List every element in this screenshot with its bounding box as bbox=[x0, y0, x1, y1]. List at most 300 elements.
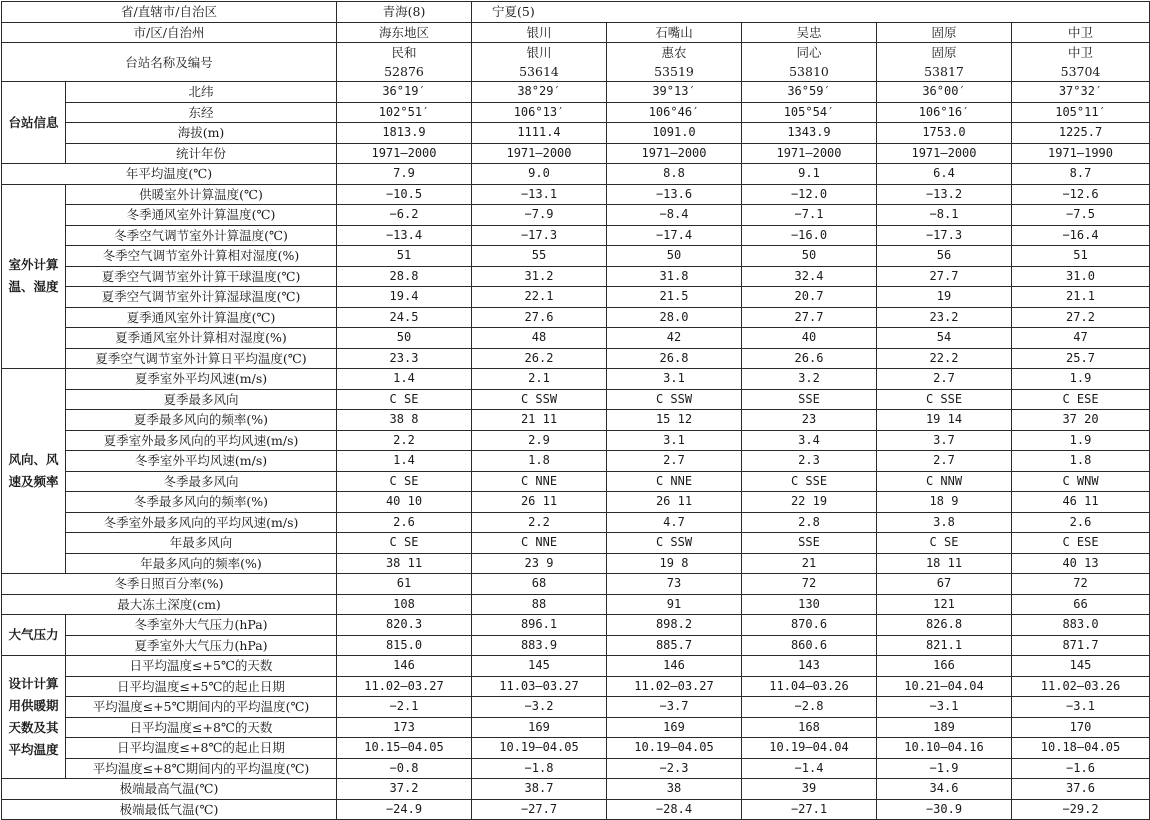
value-cell: −17.3 bbox=[472, 225, 607, 246]
row-label: 冬季室外大气压力(hPa) bbox=[66, 615, 337, 636]
value-cell: 39°13′ bbox=[607, 82, 742, 103]
value-cell: −1.8 bbox=[472, 758, 607, 779]
value-cell: −13.1 bbox=[472, 184, 607, 205]
value-cell: 6.4 bbox=[877, 164, 1012, 185]
row-label: 年平均温度(℃) bbox=[2, 164, 337, 185]
value-cell: 3.1 bbox=[607, 430, 742, 451]
row-label: 海拔(m) bbox=[66, 123, 337, 144]
value-cell: 826.8 bbox=[877, 615, 1012, 636]
value-cell: 820.3 bbox=[337, 615, 472, 636]
value-cell: 168 bbox=[742, 717, 877, 738]
station-id: 52876 bbox=[384, 64, 424, 79]
value-cell: 143 bbox=[742, 656, 877, 677]
value-cell: 1971—2000 bbox=[337, 143, 472, 164]
value-cell: 121 bbox=[877, 594, 1012, 615]
station-cell bbox=[877, 43, 1012, 82]
station-name: 固原 bbox=[931, 45, 957, 60]
table-row bbox=[2, 799, 1150, 820]
value-cell: 166 bbox=[877, 656, 1012, 677]
row-label: 夏季室外最多风向的平均风速(m/s) bbox=[66, 430, 337, 451]
category-pressure: 大气压力 bbox=[2, 615, 66, 656]
table-row bbox=[2, 307, 1150, 328]
value-cell: 1971—2000 bbox=[877, 143, 1012, 164]
value-cell: 145 bbox=[472, 656, 607, 677]
value-cell: 21 bbox=[742, 553, 877, 574]
row-label: 统计年份 bbox=[66, 143, 337, 164]
table-row bbox=[2, 451, 1150, 472]
table-row bbox=[2, 389, 1150, 410]
value-cell: C WNW bbox=[1012, 471, 1150, 492]
row-label: 最大冻土深度(cm) bbox=[2, 594, 337, 615]
value-cell: −2.1 bbox=[337, 697, 472, 718]
value-cell: 9.1 bbox=[742, 164, 877, 185]
value-cell: 20.7 bbox=[742, 287, 877, 308]
value-cell: −27.1 bbox=[742, 799, 877, 820]
value-cell: 50 bbox=[742, 246, 877, 267]
value-cell: 11.04—03.26 bbox=[742, 676, 877, 697]
value-cell: 28.8 bbox=[337, 266, 472, 287]
value-cell: 106°16′ bbox=[877, 102, 1012, 123]
city-row bbox=[2, 22, 1150, 43]
value-cell: 2.7 bbox=[877, 451, 1012, 472]
row-label: 冬季最多风向的频率(%) bbox=[66, 492, 337, 513]
table-row bbox=[2, 143, 1150, 164]
value-cell: C SSE bbox=[877, 389, 1012, 410]
value-cell: 91 bbox=[607, 594, 742, 615]
value-cell: −2.3 bbox=[607, 758, 742, 779]
value-cell: 130 bbox=[742, 594, 877, 615]
table-row bbox=[2, 225, 1150, 246]
value-cell: 34.6 bbox=[877, 779, 1012, 800]
row-label: 夏季室外平均风速(m/s) bbox=[66, 369, 337, 390]
row-label: 极端最低气温(℃) bbox=[2, 799, 337, 820]
station-id: 53810 bbox=[789, 64, 829, 79]
station-cell bbox=[337, 43, 472, 82]
value-cell: 10.18—04.05 bbox=[1012, 738, 1150, 759]
value-cell: 8.8 bbox=[607, 164, 742, 185]
value-cell: 40 bbox=[742, 328, 877, 349]
value-cell: 11.02—03.27 bbox=[607, 676, 742, 697]
table-row bbox=[2, 533, 1150, 554]
table-row bbox=[2, 512, 1150, 533]
value-cell: 883.0 bbox=[1012, 615, 1150, 636]
value-cell: 37.6 bbox=[1012, 779, 1150, 800]
value-cell: 169 bbox=[607, 717, 742, 738]
value-cell: 2.8 bbox=[742, 512, 877, 533]
value-cell: 27.7 bbox=[742, 307, 877, 328]
city-cell: 海东地区 bbox=[337, 22, 472, 43]
row-label: 冬季日照百分率(%) bbox=[2, 574, 337, 595]
value-cell: 18 9 bbox=[877, 492, 1012, 513]
value-cell: 10.21—04.04 bbox=[877, 676, 1012, 697]
value-cell: C SE bbox=[877, 533, 1012, 554]
value-cell: 38°29′ bbox=[472, 82, 607, 103]
value-cell: 27.7 bbox=[877, 266, 1012, 287]
value-cell: −30.9 bbox=[877, 799, 1012, 820]
value-cell: 37.2 bbox=[337, 779, 472, 800]
value-cell: 88 bbox=[472, 594, 607, 615]
station-id: 53817 bbox=[924, 64, 964, 79]
value-cell: 3.1 bbox=[607, 369, 742, 390]
value-cell: 46 11 bbox=[1012, 492, 1150, 513]
value-cell: 36°00′ bbox=[877, 82, 1012, 103]
value-cell: 31.0 bbox=[1012, 266, 1150, 287]
table-row bbox=[2, 656, 1150, 677]
table-row bbox=[2, 430, 1150, 451]
value-cell: 105°11′ bbox=[1012, 102, 1150, 123]
station-label: 台站名称及编号 bbox=[2, 43, 337, 82]
value-cell: 26.8 bbox=[607, 348, 742, 369]
station-row bbox=[2, 43, 1150, 82]
value-cell: 72 bbox=[1012, 574, 1150, 595]
table-row bbox=[2, 471, 1150, 492]
value-cell: 2.9 bbox=[472, 430, 607, 451]
value-cell: 66 bbox=[1012, 594, 1150, 615]
value-cell: −17.3 bbox=[877, 225, 1012, 246]
row-label: 冬季空气调节室外计算相对湿度(%) bbox=[66, 246, 337, 267]
table-row bbox=[2, 82, 1150, 103]
value-cell: C NNE bbox=[472, 533, 607, 554]
value-cell: −7.9 bbox=[472, 205, 607, 226]
value-cell: C ESE bbox=[1012, 533, 1150, 554]
value-cell: 73 bbox=[607, 574, 742, 595]
value-cell: SSE bbox=[742, 533, 877, 554]
value-cell: C NNW bbox=[877, 471, 1012, 492]
value-cell: −10.5 bbox=[337, 184, 472, 205]
row-label: 夏季空气调节室外计算干球温度(℃) bbox=[66, 266, 337, 287]
table-row bbox=[2, 369, 1150, 390]
value-cell: 50 bbox=[337, 328, 472, 349]
value-cell: 50 bbox=[607, 246, 742, 267]
row-label: 极端最高气温(℃) bbox=[2, 779, 337, 800]
value-cell: 72 bbox=[742, 574, 877, 595]
value-cell: 1.9 bbox=[1012, 430, 1150, 451]
value-cell: −12.0 bbox=[742, 184, 877, 205]
table-row bbox=[2, 205, 1150, 226]
value-cell: 1091.0 bbox=[607, 123, 742, 144]
value-cell: −28.4 bbox=[607, 799, 742, 820]
value-cell: 821.1 bbox=[877, 635, 1012, 656]
value-cell: 3.8 bbox=[877, 512, 1012, 533]
value-cell: 37 20 bbox=[1012, 410, 1150, 431]
station-name: 银川 bbox=[526, 45, 552, 60]
value-cell: 51 bbox=[337, 246, 472, 267]
value-cell: 38.7 bbox=[472, 779, 607, 800]
row-label: 冬季最多风向 bbox=[66, 471, 337, 492]
value-cell: −3.7 bbox=[607, 697, 742, 718]
table-row bbox=[2, 410, 1150, 431]
value-cell: −0.8 bbox=[337, 758, 472, 779]
city-cell: 吴忠 bbox=[742, 22, 877, 43]
value-cell: 815.0 bbox=[337, 635, 472, 656]
value-cell: 1.4 bbox=[337, 451, 472, 472]
value-cell: 55 bbox=[472, 246, 607, 267]
value-cell: 1971—2000 bbox=[742, 143, 877, 164]
value-cell: 68 bbox=[472, 574, 607, 595]
row-label: 日平均温度≤+5℃的起止日期 bbox=[66, 676, 337, 697]
category-wind: 风向、风速及频率 bbox=[2, 369, 66, 574]
value-cell: C SE bbox=[337, 471, 472, 492]
row-label: 夏季最多风向 bbox=[66, 389, 337, 410]
row-label: 夏季室外大气压力(hPa) bbox=[66, 635, 337, 656]
value-cell: 11.03—03.27 bbox=[472, 676, 607, 697]
value-cell: 885.7 bbox=[607, 635, 742, 656]
value-cell: 38 11 bbox=[337, 553, 472, 574]
value-cell: 883.9 bbox=[472, 635, 607, 656]
value-cell: 11.02—03.27 bbox=[337, 676, 472, 697]
value-cell: 3.4 bbox=[742, 430, 877, 451]
row-label: 冬季通风室外计算温度(℃) bbox=[66, 205, 337, 226]
value-cell: 23.2 bbox=[877, 307, 1012, 328]
table-row bbox=[2, 635, 1150, 656]
value-cell: −29.2 bbox=[1012, 799, 1150, 820]
value-cell: 18 11 bbox=[877, 553, 1012, 574]
station-id: 53519 bbox=[654, 64, 694, 79]
value-cell: 106°46′ bbox=[607, 102, 742, 123]
value-cell: 38 8 bbox=[337, 410, 472, 431]
city-cell: 固原 bbox=[877, 22, 1012, 43]
value-cell: 3.7 bbox=[877, 430, 1012, 451]
value-cell: 2.6 bbox=[1012, 512, 1150, 533]
value-cell: 23 bbox=[742, 410, 877, 431]
value-cell: 1225.7 bbox=[1012, 123, 1150, 144]
value-cell: 102°51′ bbox=[337, 102, 472, 123]
city-cell: 银川 bbox=[472, 22, 607, 43]
table-row bbox=[2, 738, 1150, 759]
value-cell: −16.4 bbox=[1012, 225, 1150, 246]
value-cell: SSE bbox=[742, 389, 877, 410]
value-cell: 145 bbox=[1012, 656, 1150, 677]
row-label: 年最多风向 bbox=[66, 533, 337, 554]
value-cell: 15 12 bbox=[607, 410, 742, 431]
value-cell: 47 bbox=[1012, 328, 1150, 349]
table-row bbox=[2, 164, 1150, 185]
value-cell: 19.4 bbox=[337, 287, 472, 308]
value-cell: 27.2 bbox=[1012, 307, 1150, 328]
province-label: 省/直辖市/自治区 bbox=[2, 2, 337, 23]
value-cell: 2.7 bbox=[607, 451, 742, 472]
city-cell: 中卫 bbox=[1012, 22, 1150, 43]
station-id: 53704 bbox=[1060, 64, 1101, 79]
table-row bbox=[2, 594, 1150, 615]
value-cell: 19 bbox=[877, 287, 1012, 308]
value-cell: 10.19—04.04 bbox=[742, 738, 877, 759]
value-cell: 56 bbox=[877, 246, 1012, 267]
table-row bbox=[2, 574, 1150, 595]
value-cell: 2.2 bbox=[472, 512, 607, 533]
value-cell: 108 bbox=[337, 594, 472, 615]
value-cell: 39 bbox=[742, 779, 877, 800]
value-cell: −13.4 bbox=[337, 225, 472, 246]
value-cell: 2.3 bbox=[742, 451, 877, 472]
value-cell: 32.4 bbox=[742, 266, 877, 287]
station-name: 民和 bbox=[391, 45, 417, 60]
row-label: 年最多风向的频率(%) bbox=[66, 553, 337, 574]
value-cell: −27.7 bbox=[472, 799, 607, 820]
value-cell: 37°32′ bbox=[1012, 82, 1150, 103]
value-cell: 1753.0 bbox=[877, 123, 1012, 144]
value-cell: 23 9 bbox=[472, 553, 607, 574]
value-cell: −8.1 bbox=[877, 205, 1012, 226]
value-cell: 1.8 bbox=[1012, 451, 1150, 472]
province-qinghai: 青海(8) bbox=[337, 2, 472, 23]
value-cell: 22.1 bbox=[472, 287, 607, 308]
row-label: 冬季室外最多风向的平均风速(m/s) bbox=[66, 512, 337, 533]
value-cell: −3.2 bbox=[472, 697, 607, 718]
row-label: 夏季通风室外计算相对湿度(%) bbox=[66, 328, 337, 349]
value-cell: 40 10 bbox=[337, 492, 472, 513]
table-row bbox=[2, 553, 1150, 574]
value-cell: 10.19—04.05 bbox=[472, 738, 607, 759]
station-name: 惠农 bbox=[661, 45, 687, 60]
value-cell: 26 11 bbox=[472, 492, 607, 513]
value-cell: 25.7 bbox=[1012, 348, 1150, 369]
value-cell: −3.1 bbox=[1012, 697, 1150, 718]
value-cell: 1.8 bbox=[472, 451, 607, 472]
value-cell: 898.2 bbox=[607, 615, 742, 636]
province-row bbox=[2, 2, 1150, 23]
value-cell: 1.4 bbox=[337, 369, 472, 390]
value-cell: −6.2 bbox=[337, 205, 472, 226]
category-station-info: 台站信息 bbox=[2, 82, 66, 164]
value-cell: 173 bbox=[337, 717, 472, 738]
value-cell: 8.7 bbox=[1012, 164, 1150, 185]
value-cell: 170 bbox=[1012, 717, 1150, 738]
value-cell: C ESE bbox=[1012, 389, 1150, 410]
value-cell: 28.0 bbox=[607, 307, 742, 328]
value-cell: 2.1 bbox=[472, 369, 607, 390]
value-cell: 1971—2000 bbox=[472, 143, 607, 164]
value-cell: −17.4 bbox=[607, 225, 742, 246]
value-cell: 19 14 bbox=[877, 410, 1012, 431]
table-row bbox=[2, 123, 1150, 144]
value-cell: C SSW bbox=[472, 389, 607, 410]
row-label: 冬季室外平均风速(m/s) bbox=[66, 451, 337, 472]
value-cell: 1971—1990 bbox=[1012, 143, 1150, 164]
value-cell: −3.1 bbox=[877, 697, 1012, 718]
value-cell: 3.2 bbox=[742, 369, 877, 390]
value-cell: 10.15—04.05 bbox=[337, 738, 472, 759]
table-row bbox=[2, 676, 1150, 697]
value-cell: −24.9 bbox=[337, 799, 472, 820]
value-cell: 189 bbox=[877, 717, 1012, 738]
station-name: 同心 bbox=[796, 45, 822, 60]
value-cell: −7.5 bbox=[1012, 205, 1150, 226]
value-cell: −1.6 bbox=[1012, 758, 1150, 779]
row-label: 平均温度≤+5℃期间内的平均温度(℃) bbox=[66, 697, 337, 718]
value-cell: 1343.9 bbox=[742, 123, 877, 144]
category-outdoor: 室外计算温、湿度 bbox=[2, 184, 66, 369]
table-row bbox=[2, 615, 1150, 636]
station-id: 53614 bbox=[519, 64, 559, 79]
value-cell: 2.7 bbox=[877, 369, 1012, 390]
value-cell: 26.6 bbox=[742, 348, 877, 369]
table-row bbox=[2, 492, 1150, 513]
value-cell: 10.19—04.05 bbox=[607, 738, 742, 759]
value-cell: C SE bbox=[337, 533, 472, 554]
row-label: 供暖室外计算温度(℃) bbox=[66, 184, 337, 205]
value-cell: −16.0 bbox=[742, 225, 877, 246]
table-row bbox=[2, 246, 1150, 267]
value-cell: 4.7 bbox=[607, 512, 742, 533]
value-cell: 146 bbox=[607, 656, 742, 677]
row-label: 夏季空气调节室外计算日平均温度(℃) bbox=[66, 348, 337, 369]
value-cell: 24.5 bbox=[337, 307, 472, 328]
row-label: 日平均温度≤+5℃的天数 bbox=[66, 656, 337, 677]
value-cell: 870.6 bbox=[742, 615, 877, 636]
province-ningxia: 宁夏(5) bbox=[472, 2, 1150, 23]
value-cell: 36°19′ bbox=[337, 82, 472, 103]
station-cell bbox=[742, 43, 877, 82]
value-cell: 40 13 bbox=[1012, 553, 1150, 574]
value-cell: 10.10—04.16 bbox=[877, 738, 1012, 759]
value-cell: 38 bbox=[607, 779, 742, 800]
table-row bbox=[2, 102, 1150, 123]
value-cell: 106°13′ bbox=[472, 102, 607, 123]
table-row bbox=[2, 697, 1150, 718]
value-cell: 31.2 bbox=[472, 266, 607, 287]
value-cell: 36°59′ bbox=[742, 82, 877, 103]
value-cell: 54 bbox=[877, 328, 1012, 349]
value-cell: −7.1 bbox=[742, 205, 877, 226]
table-row bbox=[2, 758, 1150, 779]
station-cell bbox=[472, 43, 607, 82]
table-row bbox=[2, 717, 1150, 738]
value-cell: 2.2 bbox=[337, 430, 472, 451]
row-label: 平均温度≤+8℃期间内的平均温度(℃) bbox=[66, 758, 337, 779]
value-cell: 9.0 bbox=[472, 164, 607, 185]
row-label: 东经 bbox=[66, 102, 337, 123]
value-cell: −13.2 bbox=[877, 184, 1012, 205]
row-label: 夏季最多风向的频率(%) bbox=[66, 410, 337, 431]
value-cell: 146 bbox=[337, 656, 472, 677]
value-cell: 42 bbox=[607, 328, 742, 349]
station-name: 中卫 bbox=[1068, 45, 1094, 60]
value-cell: 22 19 bbox=[742, 492, 877, 513]
value-cell: 860.6 bbox=[742, 635, 877, 656]
row-label: 北纬 bbox=[66, 82, 337, 103]
value-cell: 21.5 bbox=[607, 287, 742, 308]
value-cell: 1813.9 bbox=[337, 123, 472, 144]
value-cell: 105°54′ bbox=[742, 102, 877, 123]
climate-data-table bbox=[1, 1, 1150, 820]
value-cell: C SSE bbox=[742, 471, 877, 492]
value-cell: 31.8 bbox=[607, 266, 742, 287]
value-cell: 896.1 bbox=[472, 615, 607, 636]
category-heating: 设计计算用供暖期天数及其平均温度 bbox=[2, 656, 66, 779]
value-cell: −1.4 bbox=[742, 758, 877, 779]
value-cell: −12.6 bbox=[1012, 184, 1150, 205]
row-label: 冬季空气调节室外计算温度(℃) bbox=[66, 225, 337, 246]
value-cell: C SSW bbox=[607, 389, 742, 410]
table-row bbox=[2, 266, 1150, 287]
value-cell: 51 bbox=[1012, 246, 1150, 267]
value-cell: 169 bbox=[472, 717, 607, 738]
table-row bbox=[2, 287, 1150, 308]
value-cell: 871.7 bbox=[1012, 635, 1150, 656]
value-cell: C SSW bbox=[607, 533, 742, 554]
table-row bbox=[2, 184, 1150, 205]
station-cell bbox=[1012, 43, 1150, 82]
value-cell: 26 11 bbox=[607, 492, 742, 513]
table-row bbox=[2, 779, 1150, 800]
value-cell: 2.6 bbox=[337, 512, 472, 533]
city-cell: 石嘴山 bbox=[607, 22, 742, 43]
table-row bbox=[2, 348, 1150, 369]
value-cell: 1971—2000 bbox=[607, 143, 742, 164]
table-row bbox=[2, 328, 1150, 349]
value-cell: 26.2 bbox=[472, 348, 607, 369]
